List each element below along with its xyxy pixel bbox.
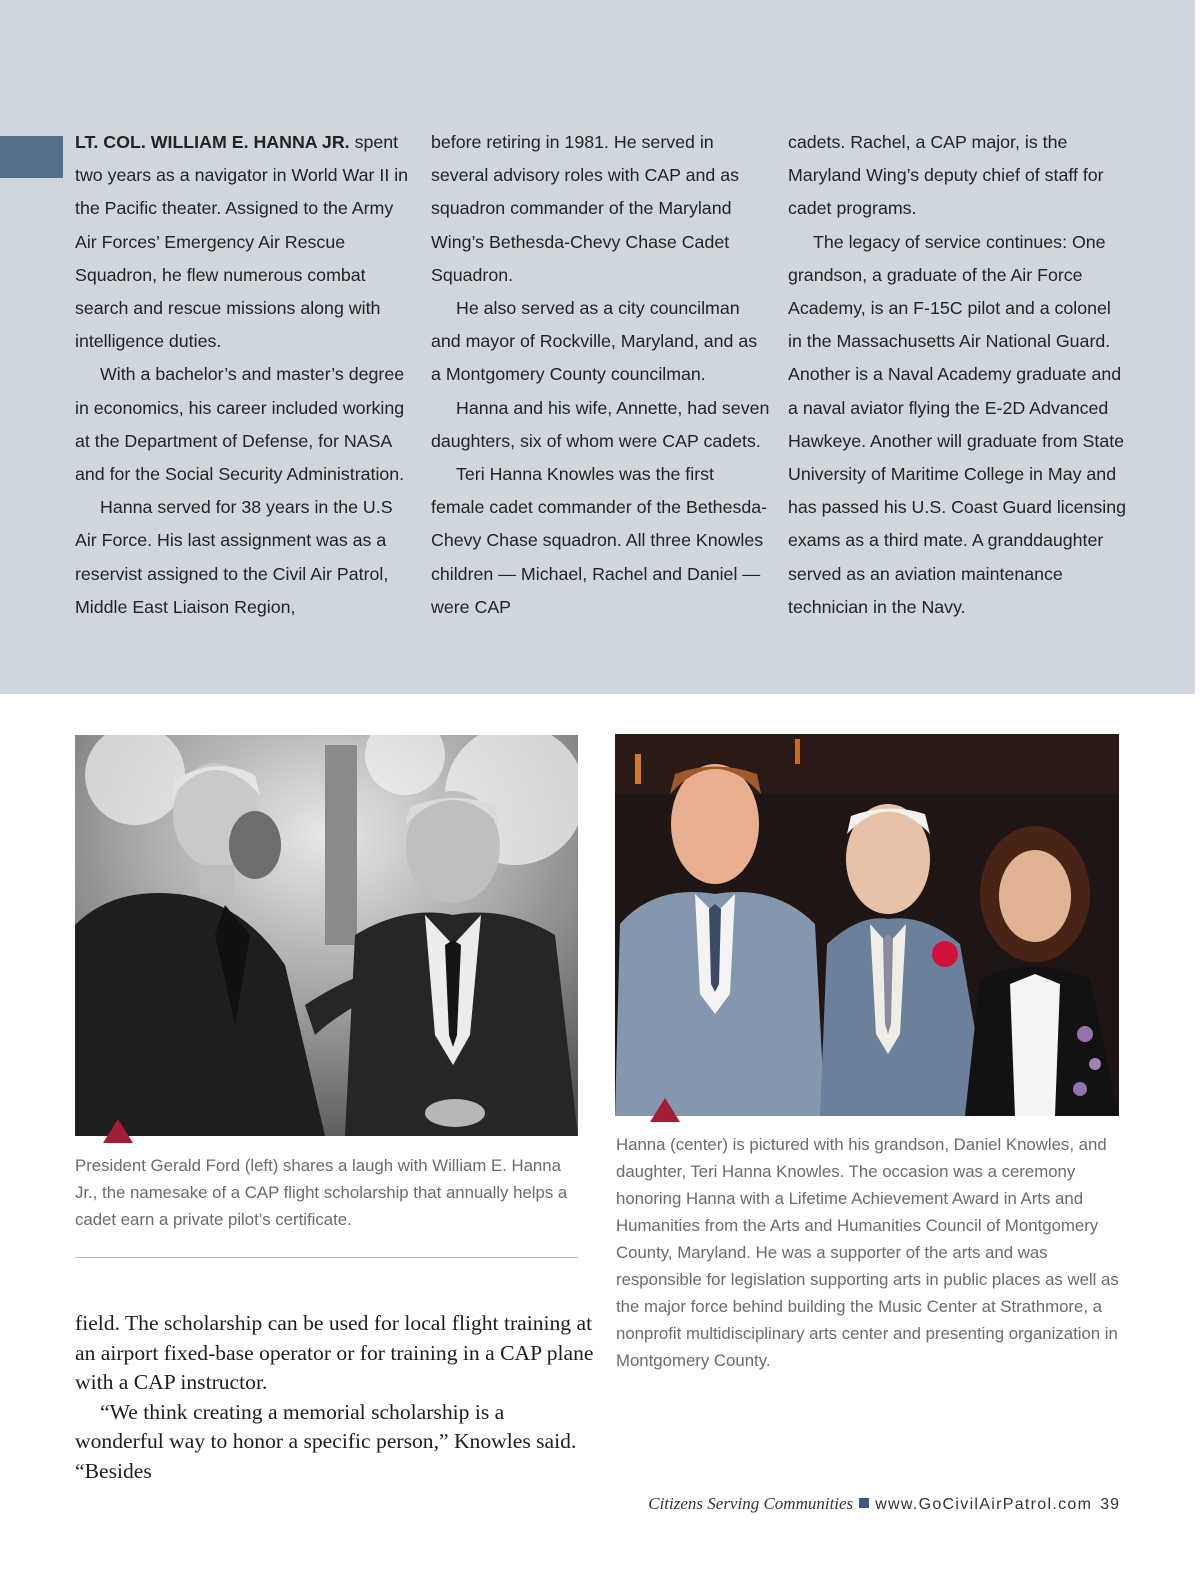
publication-name: Citizens Serving Communities xyxy=(648,1494,854,1513)
body-paragraph: field. The scholarship can be used for local flight training at an airport fixed-base operator or for training in a CAP plane with a CAP instructor. xyxy=(75,1311,594,1394)
sidebar-paragraph: Hanna and his wife, Annette, had seven daughters, six of whom were CAP cadets. xyxy=(431,397,770,451)
caption-marker xyxy=(650,1098,680,1122)
page-footer xyxy=(648,1494,1120,1514)
page-number: 39 xyxy=(1100,1496,1120,1513)
sidebar-paragraph: With a bachelor’s and master’s degree in economics, his career included working at the Department of Defense, for NASA and for the Social Security Administration. xyxy=(75,364,405,485)
article-body xyxy=(75,1309,595,1486)
caption-right: Hanna (center) is pictured with his grandson, Daniel Knowles, and daughter, Teri Hanna Knowles. The occasion was a ceremony honoring Hanna with a Lifetime Achievement Award in Arts and Humanities from the Arts and Humanities Council of Montgomery County, Maryland. He was a supporter of the arts and was responsible for legislation supporting arts in public places as well as the major force behind building the Music Center at Strathmore, a nonprofit multidisciplinary arts center and presenting organization in Montgomery County. xyxy=(616,1135,1119,1370)
sidebar-paragraph: cadets. Rachel, a CAP major, is the Maryland Wing’s deputy chief of staff for cadet programs. xyxy=(788,132,1104,219)
sidebar-paragraph: Hanna served for 38 years in the U.S Air Force. His last assignment was as a reservist assigned to the Civil Air Patrol, Middle East Liaison Region, xyxy=(75,497,393,617)
sidebar-column-1 xyxy=(75,126,415,624)
photo-hanna-with-family xyxy=(615,734,1119,1116)
divider xyxy=(75,1257,578,1258)
section-tab xyxy=(0,136,63,178)
body-paragraph: “We think creating a memorial scholarship is a wonderful way to honor a specific person,” Knowles said. “Besides xyxy=(75,1399,577,1483)
sidebar-paragraph: before retiring in 1981. He served in several advisory roles with CAP and as squadron commander of the Maryland Wing’s Bethesda-Chevy Chase Cadet Squadron. xyxy=(431,132,740,285)
sidebar-paragraph: He also served as a city councilman and mayor of Rockville, Maryland, and as a Montgomery County councilman. xyxy=(431,298,758,385)
sidebar-paragraph: Teri Hanna Knowles was the first female cadet commander of the Bethesda-Chevy Chase squadron. All three Knowles children — Michael, Rachel and Daniel — were CAP xyxy=(431,464,768,617)
sidebar-column-3 xyxy=(788,126,1128,624)
lead-name: LT. COL. WILLIAM E. HANNA JR. xyxy=(75,132,350,152)
caption-left: President Gerald Ford (left) shares a laugh with William E. Hanna Jr., the namesake of a CAP flight scholarship that annually helps a cadet earn a private pilot’s certificate. xyxy=(75,1156,568,1229)
sidebar-column-2 xyxy=(431,126,771,624)
caption-marker xyxy=(103,1119,133,1143)
lead-text: spent two years as a navigator in World War II in the Pacific theater. Assigned to the Army Air Forces’ Emergency Air Rescue Squadron, he flew numerous combat search and rescue missions along with intelligence duties. xyxy=(75,132,409,352)
photo-ford-and-hanna xyxy=(75,735,578,1136)
square-bullet-icon xyxy=(859,1498,869,1508)
sidebar-paragraph xyxy=(75,126,415,358)
website-url: www.GoCivilAirPatrol.com xyxy=(875,1496,1093,1513)
sidebar-paragraph: The legacy of service continues: One grandson, a graduate of the Air Force Academy, is an F-15C pilot and a colonel in the Massachusetts Air National Guard. Another is a Naval Academy graduate and a naval aviator flying the E-2D Advanced Hawkeye. Another will graduate from State University of Maritime College in May and has passed his U.S. Coast Guard licensing exams as a third mate. A granddaughter served as an aviation maintenance technician in the Navy. xyxy=(788,231,1127,617)
